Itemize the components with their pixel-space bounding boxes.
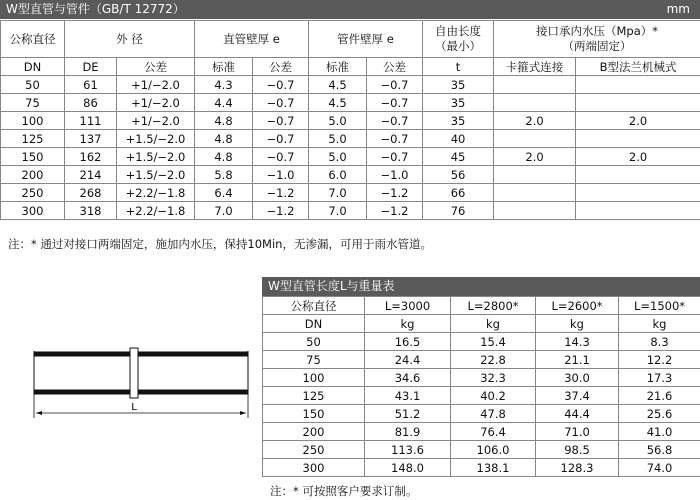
table-cell: 7.0 bbox=[195, 202, 253, 220]
table-cell: 214 bbox=[65, 166, 117, 184]
table-cell: 40.2 bbox=[451, 387, 536, 405]
table-cell: 40 bbox=[423, 130, 494, 148]
table-cell: 30.0 bbox=[536, 369, 619, 387]
subheader-cell: 公差 bbox=[367, 58, 423, 76]
table-cell: 6.4 bbox=[195, 184, 253, 202]
table-cell: +2.2/−1.8 bbox=[117, 184, 195, 202]
table-cell: 56.8 bbox=[619, 441, 700, 459]
weight-table bbox=[262, 296, 700, 477]
table-cell bbox=[494, 94, 576, 112]
subheader-row bbox=[1, 58, 700, 76]
header-nominal-diameter: 公称直径 bbox=[1, 21, 65, 58]
table-cell bbox=[576, 94, 700, 112]
table-cell: 4.5 bbox=[309, 94, 367, 112]
table-cell: −0.7 bbox=[367, 94, 423, 112]
weight-unit-cell: DN bbox=[263, 315, 365, 333]
table-row bbox=[263, 333, 700, 351]
table-cell: 76.4 bbox=[451, 423, 536, 441]
table1-note: 注：* 通过对接口两端固定，施加内水压，保持10Min，无渗漏，可用于雨水管道。 bbox=[8, 237, 432, 251]
table-cell bbox=[494, 76, 576, 94]
table-cell: 45 bbox=[423, 148, 494, 166]
table-cell bbox=[494, 166, 576, 184]
table-cell: 50 bbox=[1, 76, 65, 94]
unit-label: mm bbox=[666, 2, 690, 16]
table-cell: 162 bbox=[65, 148, 117, 166]
table-cell: 106.0 bbox=[451, 441, 536, 459]
table-cell: 22.8 bbox=[451, 351, 536, 369]
table-cell: 4.8 bbox=[195, 148, 253, 166]
table-cell bbox=[576, 166, 700, 184]
header-fitting-wall: 管件壁厚 e bbox=[309, 21, 423, 58]
table-row bbox=[1, 148, 700, 166]
header-row bbox=[1, 21, 700, 58]
subheader-cell: DE bbox=[65, 58, 117, 76]
weight-header-cell: L=2600* bbox=[536, 297, 619, 315]
table-cell: 5.0 bbox=[309, 148, 367, 166]
table-cell bbox=[494, 130, 576, 148]
table-row bbox=[263, 441, 700, 459]
table-cell: 76 bbox=[423, 202, 494, 220]
table-cell: −0.7 bbox=[367, 112, 423, 130]
pipe-joint bbox=[130, 348, 138, 398]
header-outer-diameter: 外 径 bbox=[65, 21, 195, 58]
table2-title: W型直管长度L与重量表 bbox=[268, 279, 395, 293]
table-cell bbox=[576, 202, 700, 220]
table-cell: 98.5 bbox=[536, 441, 619, 459]
table-cell: 47.8 bbox=[451, 405, 536, 423]
table-row bbox=[263, 459, 700, 477]
table-cell bbox=[576, 184, 700, 202]
table-cell: 113.6 bbox=[365, 441, 451, 459]
table-cell: 86 bbox=[65, 94, 117, 112]
subheader-cell: B型法兰机械式 bbox=[576, 58, 700, 76]
weight-unit-cell: kg bbox=[619, 315, 700, 333]
table-cell: 35 bbox=[423, 76, 494, 94]
table-row bbox=[1, 94, 700, 112]
header-pressure: 接口承内水压（Mpa）* （两端固定） bbox=[494, 21, 700, 58]
table-cell: +1.5/−2.0 bbox=[117, 166, 195, 184]
subheader-cell: 公差 bbox=[117, 58, 195, 76]
table-cell: −1.0 bbox=[253, 166, 309, 184]
table-cell: −1.2 bbox=[253, 184, 309, 202]
table-cell: 100 bbox=[263, 369, 365, 387]
table-cell: 34.6 bbox=[365, 369, 451, 387]
table-row bbox=[263, 351, 700, 369]
table-cell: 43.1 bbox=[365, 387, 451, 405]
table-cell: 35 bbox=[423, 94, 494, 112]
table-cell: +1/−2.0 bbox=[117, 112, 195, 130]
table-cell: 2.0 bbox=[576, 112, 700, 130]
weight-header-cell: 公称直径 bbox=[263, 297, 365, 315]
table-row bbox=[1, 166, 700, 184]
table-cell: 4.3 bbox=[195, 76, 253, 94]
table-cell: 125 bbox=[1, 130, 65, 148]
table-cell: 24.4 bbox=[365, 351, 451, 369]
table-cell: 150 bbox=[1, 148, 65, 166]
table-cell: 50 bbox=[263, 333, 365, 351]
pipe-diagram bbox=[0, 330, 262, 420]
table-cell: −1.2 bbox=[253, 202, 309, 220]
table-cell: 2.0 bbox=[494, 148, 576, 166]
weight-header-row bbox=[263, 297, 700, 315]
table-cell: −0.7 bbox=[253, 112, 309, 130]
header-free-length: 自由长度 （最小） bbox=[423, 21, 494, 58]
table-cell: 81.9 bbox=[365, 423, 451, 441]
table-cell: 21.6 bbox=[619, 387, 700, 405]
subheader-cell: 标准 bbox=[309, 58, 367, 76]
table-cell: 61 bbox=[65, 76, 117, 94]
table-cell: −0.7 bbox=[253, 130, 309, 148]
table-cell: 148.0 bbox=[365, 459, 451, 477]
table-cell: −0.7 bbox=[253, 148, 309, 166]
table-cell: −0.7 bbox=[367, 148, 423, 166]
table-cell: 111 bbox=[65, 112, 117, 130]
table-cell: 250 bbox=[263, 441, 365, 459]
table-cell: 16.5 bbox=[365, 333, 451, 351]
table-cell: 35 bbox=[423, 112, 494, 130]
table-cell: 15.4 bbox=[451, 333, 536, 351]
table-cell: 137 bbox=[65, 130, 117, 148]
table-cell: 25.6 bbox=[619, 405, 700, 423]
table-cell: 138.1 bbox=[451, 459, 536, 477]
table-cell bbox=[576, 76, 700, 94]
header-pipe-wall: 直管壁厚 e bbox=[195, 21, 309, 58]
table-cell bbox=[494, 184, 576, 202]
table-cell: 250 bbox=[1, 184, 65, 202]
table-cell: 12.2 bbox=[619, 351, 700, 369]
table-row bbox=[263, 423, 700, 441]
table-cell: −1.0 bbox=[367, 166, 423, 184]
table-cell: 300 bbox=[263, 459, 365, 477]
table-cell: 44.4 bbox=[536, 405, 619, 423]
table-cell: −0.7 bbox=[367, 130, 423, 148]
table-cell: 5.8 bbox=[195, 166, 253, 184]
table-cell: 4.8 bbox=[195, 112, 253, 130]
table-cell: −1.2 bbox=[367, 184, 423, 202]
table-cell bbox=[576, 130, 700, 148]
table-cell: 66 bbox=[423, 184, 494, 202]
weight-unit-cell: kg bbox=[451, 315, 536, 333]
table-row bbox=[1, 130, 700, 148]
table-cell: +1.5/−2.0 bbox=[117, 148, 195, 166]
table-cell: 14.3 bbox=[536, 333, 619, 351]
table-row bbox=[1, 202, 700, 220]
table-cell: 32.3 bbox=[451, 369, 536, 387]
table-cell bbox=[494, 202, 576, 220]
table-cell: 100 bbox=[1, 112, 65, 130]
table-cell: 74.0 bbox=[619, 459, 700, 477]
table-row bbox=[263, 405, 700, 423]
table-cell: 56 bbox=[423, 166, 494, 184]
weight-header-cell: L=2800* bbox=[451, 297, 536, 315]
pipe-spec-table bbox=[0, 20, 700, 220]
table-cell: 268 bbox=[65, 184, 117, 202]
table-cell: 4.5 bbox=[309, 76, 367, 94]
table-cell: +1/−2.0 bbox=[117, 76, 195, 94]
weight-header-cell: L=3000 bbox=[365, 297, 451, 315]
table-cell: 318 bbox=[65, 202, 117, 220]
subheader-cell: 卡箍式连接 bbox=[494, 58, 576, 76]
table-row bbox=[1, 112, 700, 130]
table-cell: −0.7 bbox=[253, 94, 309, 112]
subheader-cell: t bbox=[423, 58, 494, 76]
table1-title: W型直管与管件（GB/T 12772） bbox=[6, 2, 185, 16]
table-cell: 75 bbox=[1, 94, 65, 112]
table-cell: 300 bbox=[1, 202, 65, 220]
table-row bbox=[1, 184, 700, 202]
table-cell: 4.8 bbox=[195, 130, 253, 148]
table-cell: 17.3 bbox=[619, 369, 700, 387]
table-cell: 6.0 bbox=[309, 166, 367, 184]
table-cell: +2.2/−1.8 bbox=[117, 202, 195, 220]
table-cell: 4.4 bbox=[195, 94, 253, 112]
table-row bbox=[263, 387, 700, 405]
subheader-cell: 标准 bbox=[195, 58, 253, 76]
table-cell: 71.0 bbox=[536, 423, 619, 441]
table-cell: 7.0 bbox=[309, 184, 367, 202]
weight-units-row bbox=[263, 315, 700, 333]
length-label: L bbox=[131, 402, 137, 413]
table-cell: +1/−2.0 bbox=[117, 94, 195, 112]
table-cell: 75 bbox=[263, 351, 365, 369]
table-cell: +1.5/−2.0 bbox=[117, 130, 195, 148]
subheader-cell: 公差 bbox=[253, 58, 309, 76]
table-cell: 2.0 bbox=[576, 148, 700, 166]
table2-title-bar bbox=[262, 277, 700, 296]
table2-note: 注：* 可按照客户要求订制。 bbox=[270, 484, 418, 498]
table-row bbox=[1, 76, 700, 94]
table-cell: 37.4 bbox=[536, 387, 619, 405]
table-cell: 2.0 bbox=[494, 112, 576, 130]
table-cell: 128.3 bbox=[536, 459, 619, 477]
table-cell: 5.0 bbox=[309, 112, 367, 130]
table-cell: −1.2 bbox=[367, 202, 423, 220]
table-cell: 51.2 bbox=[365, 405, 451, 423]
table1-title-bar bbox=[0, 0, 700, 19]
table-cell: 8.3 bbox=[619, 333, 700, 351]
table-cell: 200 bbox=[1, 166, 65, 184]
subheader-cell: DN bbox=[1, 58, 65, 76]
table-cell: 125 bbox=[263, 387, 365, 405]
table-cell: −0.7 bbox=[367, 76, 423, 94]
table-cell: 200 bbox=[263, 423, 365, 441]
weight-unit-cell: kg bbox=[536, 315, 619, 333]
weight-header-cell: L=1500* bbox=[619, 297, 700, 315]
weight-unit-cell: kg bbox=[365, 315, 451, 333]
table-row bbox=[263, 369, 700, 387]
table-cell: 5.0 bbox=[309, 130, 367, 148]
table-cell: 150 bbox=[263, 405, 365, 423]
table-cell: −0.7 bbox=[253, 76, 309, 94]
table-cell: 7.0 bbox=[309, 202, 367, 220]
table-cell: 41.0 bbox=[619, 423, 700, 441]
table-cell: 21.1 bbox=[536, 351, 619, 369]
